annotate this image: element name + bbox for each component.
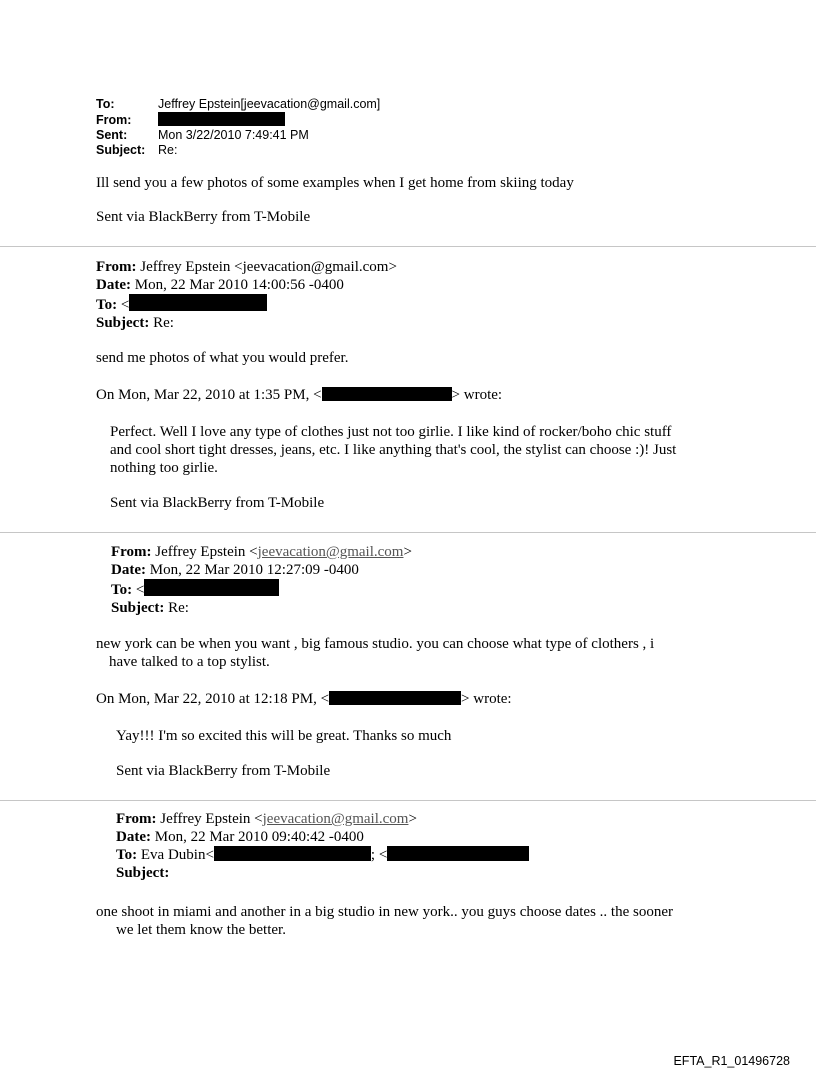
subject-value: Re: [168,600,189,616]
msg3-quote-line: Yay!!! I'm so excited this will be great. Thanks so much [116,728,452,744]
bates-number: EFTA_R1_01496728 [673,1054,790,1068]
to-label: To: [96,97,115,111]
msg2-subject-row [96,314,397,332]
top-to-row [96,97,380,112]
divider [0,246,816,247]
msg2-to-row [96,294,397,314]
msg2-date-row [96,276,397,294]
msg2-body: send me photos of what you would prefer. [96,350,349,366]
to-prefix: < [135,582,145,598]
from-end: > [408,811,417,827]
msg4-date-row [116,828,529,846]
to-separator: ; < [370,847,388,863]
from-label: From: [96,113,132,127]
redaction-bar [144,579,279,596]
sent-value: Mon 3/22/2010 7:49:41 PM [158,128,309,142]
to-value: Jeffrey Epstein[jeevacation@gmail.com] [158,97,381,111]
redaction-bar [129,294,267,311]
msg4-to-row [116,846,529,864]
msg2-header [96,258,397,332]
top-subject-row [96,143,380,158]
from-name: Jeffrey Epstein < [155,544,258,560]
subject-label: Subject: [111,600,165,616]
date-value: Mon, 22 Mar 2010 14:00:56 -0400 [134,277,344,293]
from-email-link[interactable]: jeevacation@gmail.com [262,811,409,827]
quote-line: Perfect. Well I love any type of clothes just not too girlie. I like kind of rocker/boho chic stuff [110,424,672,440]
quote-intro-end: > wrote: [451,387,503,403]
quote-line: nothing too girlie. [110,460,218,476]
date-value: Mon, 22 Mar 2010 09:40:42 -0400 [154,829,364,845]
top-signature: Sent via BlackBerry from T-Mobile [96,209,311,225]
top-body-line: Ill send you a few photos of some examples when I get home from skiing today [96,175,574,191]
subject-label: Subject: [96,315,150,331]
msg2-from-row [96,258,397,276]
msg4-from-row [116,810,529,828]
from-label: From: [111,544,152,560]
to-label: To: [116,847,138,863]
date-label: Date: [111,562,146,578]
quote-line: and cool short tight dresses, jeans, etc. I like anything that's cool, the stylist can choose :)! Just [110,442,677,458]
subject-value: Re: [153,315,174,331]
msg2-quote [110,423,676,477]
subject-label: Subject: [116,865,170,881]
msg3-subject-row [111,599,412,617]
msg3-to-row [111,579,412,599]
divider [0,800,816,801]
to-label: To: [96,297,118,313]
subject-value: Re: [158,143,178,157]
to-prefix: < [120,297,130,313]
top-sent-row [96,128,380,143]
msg3-header [111,543,412,617]
from-end: > [403,544,412,560]
from-label: From: [116,811,157,827]
body-line: have talked to a top stylist. [109,654,270,670]
to-value: Eva Dubin< [140,847,214,863]
body-line: new york can be when you want , big famous studio. you can choose what type of clothers , i [96,636,655,652]
msg3-quote-intro [96,690,512,708]
top-from-row [96,112,380,128]
msg4-subject-row [116,864,529,882]
quote-intro-end: > wrote: [461,691,512,707]
msg3-from-row [111,543,412,561]
date-value: Mon, 22 Mar 2010 12:27:09 -0400 [149,562,359,578]
from-label: From: [96,259,137,275]
divider [0,532,816,533]
redaction-bar [214,846,371,861]
msg4-body [96,903,673,939]
to-label: To: [111,582,133,598]
redaction-bar [322,387,452,401]
msg2-quote-signature: Sent via BlackBerry from T-Mobile [110,495,325,511]
body-line: one shoot in miami and another in a big studio in new york.. you guys choose dates .. the sooner [96,904,673,920]
redaction-bar [387,846,529,861]
top-header [96,97,380,158]
from-value: Jeffrey Epstein <jeevacation@gmail.com> [140,259,397,275]
msg3-date-row [111,561,412,579]
msg4-header [116,810,529,882]
redaction-bar [329,691,461,705]
body-line: we let them know the better. [116,922,286,938]
quote-intro-start: On Mon, Mar 22, 2010 at 1:35 PM, < [96,387,322,403]
msg3-quote-signature: Sent via BlackBerry from T-Mobile [116,763,331,779]
date-label: Date: [116,829,151,845]
date-label: Date: [96,277,131,293]
from-name: Jeffrey Epstein < [160,811,263,827]
from-email-link[interactable]: jeevacation@gmail.com [257,544,404,560]
quote-intro-start: On Mon, Mar 22, 2010 at 12:18 PM, < [96,691,330,707]
msg3-body [96,635,654,671]
subject-label: Subject: [96,143,146,157]
redaction-bar [158,112,285,126]
sent-label: Sent: [96,128,128,142]
msg2-quote-intro [96,386,502,404]
